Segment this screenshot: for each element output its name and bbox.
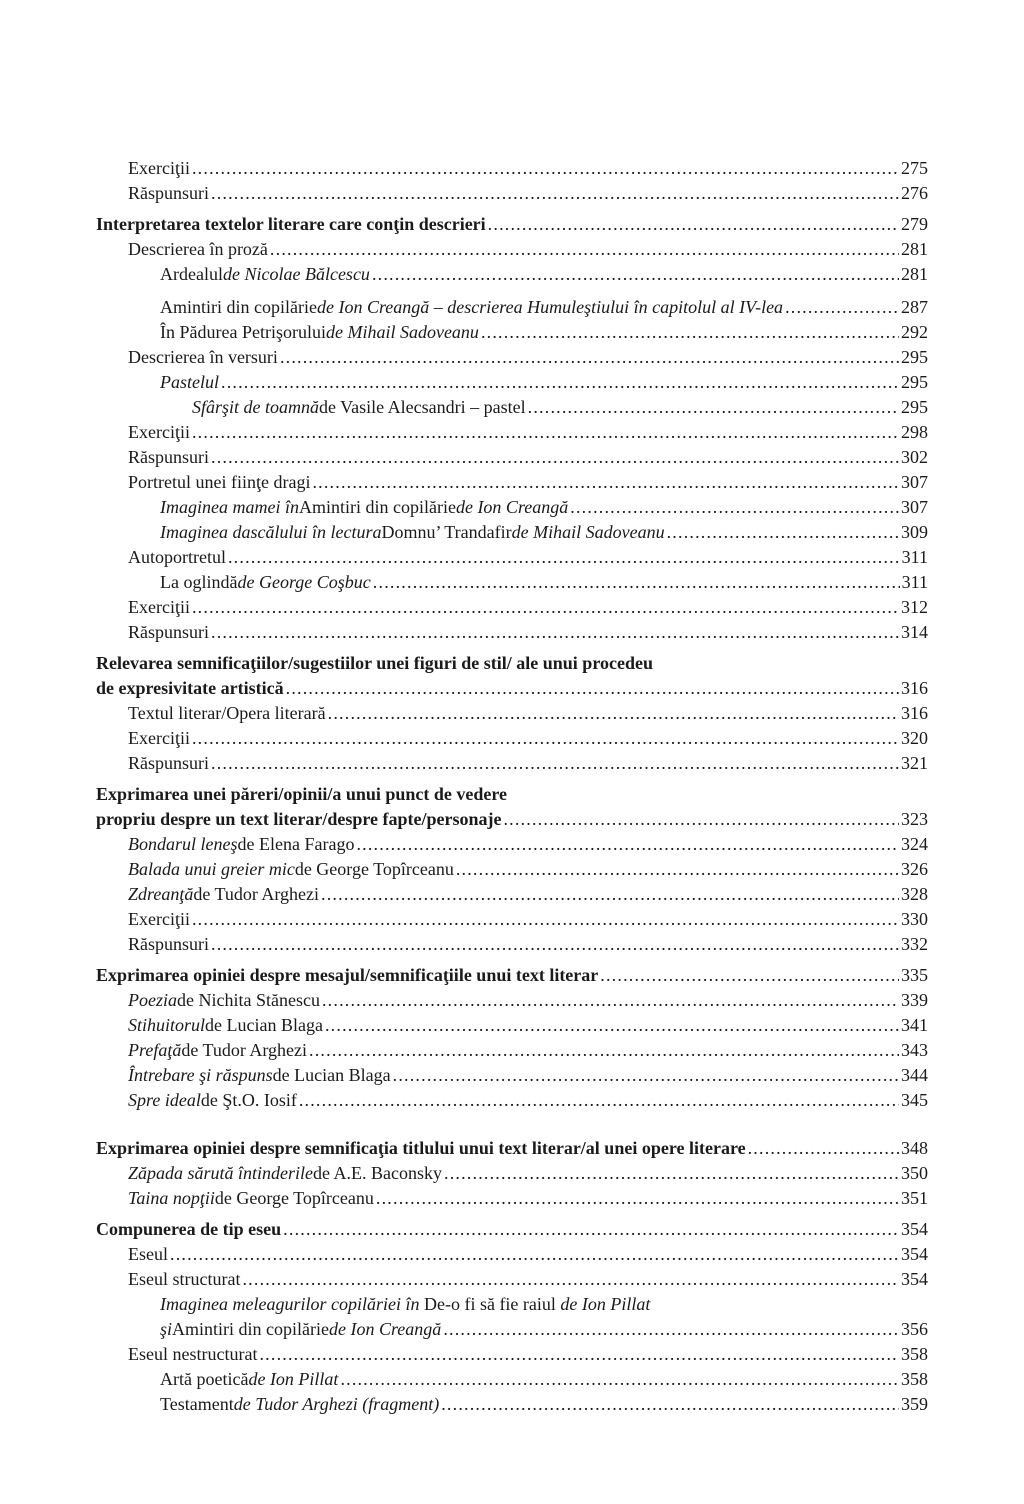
dot-leader [325, 1013, 899, 1038]
page-number: 279 [901, 214, 928, 234]
toc-entry[interactable] [96, 932, 928, 957]
toc-entry[interactable] [96, 420, 928, 445]
toc-entry-text: Răspunsuri [128, 622, 209, 642]
toc-entry[interactable] [96, 1038, 928, 1063]
toc-entry[interactable] [96, 1013, 928, 1038]
page-number: 302 [901, 447, 928, 467]
page-number: 295 [901, 372, 928, 392]
toc-entry-text: Sfârşit de toamnă [192, 397, 320, 417]
toc-entry[interactable] [96, 832, 928, 857]
dot-leader [488, 212, 899, 237]
toc-entry-text: de Ion Creangă [455, 497, 569, 517]
page-number: 292 [901, 322, 928, 342]
dot-leader [280, 345, 899, 370]
toc-entry-text: Stihuitorul [128, 1015, 206, 1035]
toc-entry-title-line [96, 1292, 928, 1317]
toc-entry-text: de Mihail Sadoveanu [511, 522, 665, 542]
dot-leader [211, 445, 899, 470]
dot-leader [192, 726, 899, 751]
toc-entry-text: Exerciţii [128, 728, 190, 748]
toc-entry-text: Exprimarea opiniei despre semnificaţia titlului unui text literar/al unei opere literare [96, 1138, 746, 1158]
dot-leader [528, 395, 899, 420]
page-number: 307 [901, 472, 928, 492]
toc-entry-text: Eseul structurat [128, 1269, 241, 1289]
toc-entry-text: Eseul nestructurat [128, 1344, 258, 1364]
dot-leader [600, 963, 899, 988]
toc-entry-text: de Ion Pillat [248, 1369, 339, 1389]
toc-entry[interactable] [96, 907, 928, 932]
dot-leader [444, 1161, 899, 1186]
page-number: 311 [901, 547, 928, 567]
toc-entry-text: de George Coşbuc [237, 572, 371, 592]
page-number: 354 [901, 1219, 928, 1239]
toc-entry-text: Zdreanţă [128, 884, 194, 904]
dot-leader [570, 495, 899, 520]
toc-entry-text: Descrierea în versuri [128, 347, 278, 367]
toc-entry-text: de Lucian Blaga [205, 1015, 323, 1035]
toc-entry-text: Zăpada sărută întinderile [128, 1163, 314, 1183]
toc-entry[interactable] [96, 445, 928, 470]
toc-entry[interactable] [96, 1063, 928, 1088]
toc-entry-text: Imaginea mamei în [160, 497, 299, 517]
page-number: 287 [901, 297, 928, 317]
dot-leader [192, 420, 899, 445]
page-number: 281 [901, 239, 928, 259]
page-number: 298 [901, 422, 928, 442]
toc-entry-text: Imaginea meleagurilor copilăriei în [160, 1294, 424, 1314]
page-number: 328 [901, 884, 928, 904]
toc-entry[interactable] [96, 1088, 928, 1113]
page-number: 345 [901, 1090, 928, 1110]
page-number: 335 [901, 965, 928, 985]
toc-entry-text: Textul literar/Opera literară [128, 703, 326, 723]
toc-chapter-entry[interactable] [96, 807, 928, 832]
toc-chapter-entry[interactable] [96, 1136, 928, 1161]
toc-entry-text: Taina nopţii [128, 1188, 215, 1208]
dot-leader [211, 932, 899, 957]
page-number: 281 [901, 264, 928, 284]
page-number: 358 [901, 1344, 928, 1364]
toc-entry-text: De-o fi să fie raiul [423, 1294, 561, 1314]
toc-entry[interactable] [96, 1392, 928, 1417]
toc-entry-text: de Ion Creangă [328, 1319, 442, 1339]
toc-chapter-entry[interactable] [96, 676, 928, 701]
toc-entry[interactable] [96, 237, 928, 262]
toc-entry-text: de Tudor Arghezi (fragment) [233, 1394, 440, 1414]
toc-entry-text: de Şt.O. Iosif [200, 1090, 297, 1110]
page-number: 307 [901, 497, 928, 517]
toc-entry-text: de Tudor Arghezi [193, 884, 320, 904]
dot-leader [328, 701, 899, 726]
toc-entry-title: Relevarea semnificaţiilor/sugestiilor unei figuri de stil/ ale unui procedeu [96, 653, 653, 673]
toc-entry[interactable] [96, 320, 928, 345]
page-number: 358 [901, 1369, 928, 1389]
dot-leader [481, 320, 899, 345]
page-number: 311 [901, 572, 928, 592]
page-number: 316 [901, 703, 928, 723]
page-number: 330 [901, 909, 928, 929]
toc-entry[interactable] [96, 1267, 928, 1292]
toc-entry-text: de George Topîrceanu [294, 859, 454, 879]
dot-leader [372, 262, 899, 287]
dot-leader [211, 181, 899, 206]
toc-entry-text: propriu despre un text literar/despre fapte/personaje [96, 809, 502, 829]
page-number: 350 [901, 1163, 928, 1183]
toc-entry-text: de expresivitate artistică [96, 678, 284, 698]
dot-leader [441, 1392, 899, 1417]
toc-entry-text: Întrebare şi răspuns [128, 1065, 273, 1085]
dot-leader [322, 988, 899, 1013]
dot-leader [192, 907, 899, 932]
toc-entry-text: Exerciţii [128, 422, 190, 442]
toc-entry[interactable] [96, 470, 928, 495]
page-number: 343 [901, 1040, 928, 1060]
toc-entry-text: Amintiri din copilărie [160, 297, 317, 317]
toc-entry-text: Răspunsuri [128, 753, 209, 773]
toc-entry-text: Domnu’ Trandafir [381, 522, 512, 542]
dot-leader [283, 1217, 899, 1242]
toc-entry[interactable] [96, 726, 928, 751]
page-number: 316 [901, 678, 928, 698]
dot-leader [270, 237, 899, 262]
dot-leader [393, 1063, 899, 1088]
toc-entry-text: Eseul [128, 1244, 168, 1264]
toc-entry-text: Răspunsuri [128, 934, 209, 954]
toc-entry[interactable] [96, 520, 928, 545]
toc-entry-text: Descrierea în proză [128, 239, 268, 259]
toc-entry[interactable] [96, 156, 928, 181]
toc-entry[interactable] [96, 495, 928, 520]
toc-entry-title: Exprimarea unei păreri/opinii/a unui punct de vedere [96, 784, 508, 804]
toc-entry[interactable] [96, 1317, 928, 1342]
toc-entry[interactable] [96, 181, 928, 206]
dot-leader [211, 620, 899, 645]
toc-entry-text: de Tudor Arghezi [181, 1040, 308, 1060]
dot-leader [170, 1242, 899, 1267]
toc-entry-text: Artă poetică [160, 1369, 249, 1389]
toc-entry-title-line [96, 651, 928, 676]
toc-entry-text: Exerciţii [128, 909, 190, 929]
toc-entry-text: La oglindă [160, 572, 238, 592]
toc-chapter-entry[interactable] [96, 212, 928, 237]
toc-entry[interactable] [96, 395, 928, 420]
toc-entry-text: Exprimarea opiniei despre mesajul/semnificaţiile unui text literar [96, 965, 599, 985]
toc-entry-text: şi [160, 1319, 173, 1339]
toc-entry[interactable] [96, 1161, 928, 1186]
toc-entry[interactable] [96, 595, 928, 620]
toc-entry[interactable] [96, 1242, 928, 1267]
toc-entry[interactable] [96, 262, 928, 287]
toc-entry-text: Autoportretul [128, 547, 226, 567]
toc-entry[interactable] [96, 1367, 928, 1392]
toc-entry[interactable] [96, 545, 928, 570]
dot-leader [443, 1317, 899, 1342]
page-number: 351 [901, 1188, 928, 1208]
page-number: 356 [901, 1319, 928, 1339]
page-number: 312 [901, 597, 928, 617]
dot-leader [312, 470, 899, 495]
toc-entry[interactable] [96, 295, 928, 320]
toc-entry-text: de Nichita Stănescu [177, 990, 320, 1010]
dot-leader [221, 370, 899, 395]
toc-entry-text: Ardealul [160, 264, 223, 284]
toc-entry-text: de Vasile Alecsandri – pastel [319, 397, 526, 417]
toc-entry-title [160, 1292, 650, 1317]
dot-leader [785, 295, 899, 320]
dot-leader [748, 1136, 899, 1161]
page-number: 341 [901, 1015, 928, 1035]
page-number: 354 [901, 1269, 928, 1289]
toc-entry-text: Pastelul [160, 372, 219, 392]
toc-entry-text: Exerciţii [128, 597, 190, 617]
toc-entry[interactable] [96, 1342, 928, 1367]
dot-leader [259, 1342, 899, 1367]
page-number: 354 [901, 1244, 928, 1264]
toc-entry[interactable] [96, 857, 928, 882]
page-number: 348 [901, 1138, 928, 1158]
dot-leader [286, 676, 899, 701]
toc-entry-text: de Ion Pillat [560, 1294, 651, 1314]
toc-entry-text: Balada unui greier mic [128, 859, 295, 879]
dot-leader [373, 570, 900, 595]
toc-entry-text: Amintiri din copilărie [172, 1319, 329, 1339]
page-number: 275 [901, 158, 928, 178]
toc-entry-text: de Elena Farago [237, 834, 355, 854]
page-number: 321 [901, 753, 928, 773]
toc-entry-text: Răspunsuri [128, 447, 209, 467]
toc-entry[interactable] [96, 1186, 928, 1211]
toc-entry-text: Spre ideal [128, 1090, 201, 1110]
toc-entry-text: de Lucian Blaga [272, 1065, 391, 1085]
toc-entry[interactable] [96, 570, 928, 595]
dot-leader [211, 751, 899, 776]
toc-entry-text: În Pădurea Petrişorului [160, 322, 326, 342]
toc-entry[interactable] [96, 701, 928, 726]
dot-leader [667, 520, 899, 545]
dot-leader [503, 807, 899, 832]
toc-chapter-entry[interactable] [96, 1217, 928, 1242]
toc-entry-text: de Ion Creangă – descrierea Humuleştiului în capitolul al IV-lea [316, 297, 784, 317]
page-number: 344 [901, 1065, 928, 1085]
toc-entry-text: Compunerea de tip eseu [96, 1219, 282, 1239]
dot-leader [228, 545, 900, 570]
toc-entry-text: Poezia [128, 990, 177, 1010]
page-number: 314 [901, 622, 928, 642]
toc-entry-text: Răspunsuri [128, 183, 209, 203]
toc-entry-text: Exerciţii [128, 158, 190, 178]
page-number: 320 [901, 728, 928, 748]
toc-entry-text: de Mihail Sadoveanu [325, 322, 479, 342]
toc-entry[interactable] [96, 345, 928, 370]
page-number: 295 [901, 347, 928, 367]
dot-leader [456, 857, 899, 882]
dot-leader [192, 595, 899, 620]
toc-entry[interactable] [96, 370, 928, 395]
toc-entry-text: Interpretarea textelor literare care conţin descrieri [96, 214, 486, 234]
dot-leader [242, 1267, 899, 1292]
toc-entry[interactable] [96, 882, 928, 907]
page-number: 332 [901, 934, 928, 954]
page-number: 324 [901, 834, 928, 854]
page-number: 295 [901, 397, 928, 417]
toc-entry-text: Bondarul leneş [128, 834, 238, 854]
dot-leader [321, 882, 899, 907]
toc-entry-text: Portretul unei fiinţe dragi [128, 472, 311, 492]
page-number: 309 [901, 522, 928, 542]
toc-entry-title-line [96, 782, 928, 807]
page-number: 323 [901, 809, 928, 829]
toc-entry[interactable] [96, 751, 928, 776]
toc-entry-text: Imaginea dascălului în lectura [160, 522, 382, 542]
dot-leader [309, 1038, 899, 1063]
toc-entry-text: de A.E. Baconsky [313, 1163, 442, 1183]
toc-entry-text: de Nicolae Bălcescu [222, 264, 370, 284]
table-of-contents [96, 156, 928, 1417]
page-number: 359 [901, 1394, 928, 1414]
dot-leader [376, 1186, 899, 1211]
page-number: 276 [901, 183, 928, 203]
page-number: 339 [901, 990, 928, 1010]
dot-leader [299, 1088, 899, 1113]
toc-entry-text: de George Topîrceanu [214, 1188, 374, 1208]
dot-leader [356, 832, 899, 857]
toc-entry-text: Prefaţă [128, 1040, 182, 1060]
toc-chapter-entry[interactable] [96, 963, 928, 988]
toc-entry[interactable] [96, 620, 928, 645]
dot-leader [192, 156, 899, 181]
toc-entry-text: Amintiri din copilărie [298, 497, 456, 517]
page-number: 326 [901, 859, 928, 879]
toc-entry-text: Testament [160, 1394, 234, 1414]
toc-entry[interactable] [96, 988, 928, 1013]
dot-leader [340, 1367, 899, 1392]
